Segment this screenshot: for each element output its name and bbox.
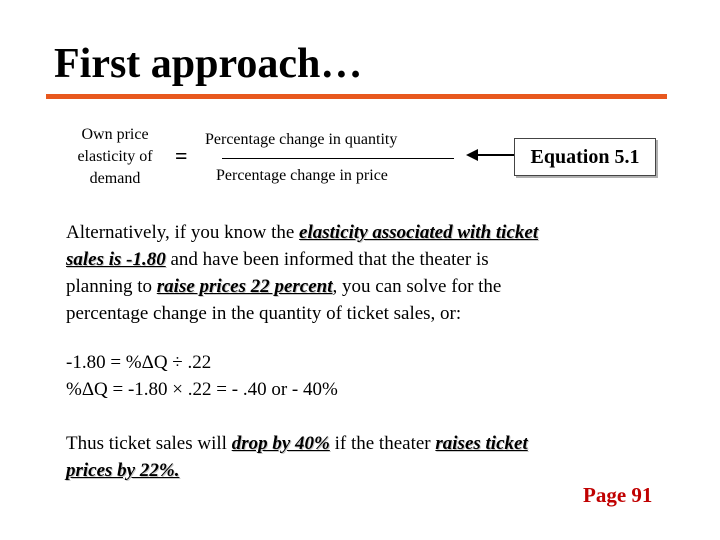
paragraph-line <box>66 457 528 484</box>
emphasis-text: raise prices 22 percent <box>156 276 333 297</box>
left-arrow-icon <box>466 148 514 162</box>
text-run: Thus ticket sales will <box>66 433 232 454</box>
calculation-block <box>66 349 338 403</box>
fraction-bar <box>222 158 454 159</box>
emphasis-text: elasticity associated with ticket <box>299 222 539 243</box>
page-label: Page 91 <box>583 483 653 507</box>
equation-label-box: Equation 5.1 <box>514 138 656 176</box>
paragraph-line <box>66 273 538 300</box>
text-run: if the theater <box>329 433 436 454</box>
paragraph-line <box>66 430 528 457</box>
paragraph-line <box>66 219 538 246</box>
paragraph-alternative <box>66 219 538 327</box>
paragraph-line <box>66 246 538 273</box>
fraction-numerator: Percentage change in quantity <box>205 131 398 148</box>
emphasis-text: drop by 40% <box>231 433 330 454</box>
equals-sign: = <box>175 143 188 168</box>
paragraph-line <box>66 300 538 327</box>
emphasis-text: raises ticket <box>435 433 528 454</box>
text-run: Alternatively, if you know the <box>66 222 300 243</box>
emphasis-text: prices by 22%. <box>66 460 180 481</box>
text-run: planning to <box>66 276 157 297</box>
lhs-line: elasticity of <box>77 148 153 165</box>
title-underline <box>46 94 667 99</box>
text-run: percentage change in the quantity of ticket sales, or: <box>66 303 462 324</box>
emphasis-text: sales is -1.80 <box>66 249 166 270</box>
calc-line-2: %ΔQ = -1.80 × .22 = - .40 or - 40% <box>66 379 338 400</box>
lhs-line: Own price <box>81 126 149 143</box>
calc-line-1: -1.80 = %ΔQ ÷ .22 <box>66 352 212 373</box>
slide-title: First approach… <box>54 41 363 87</box>
paragraph-conclusion <box>66 430 528 484</box>
formula-lhs <box>60 124 170 190</box>
text-run: , you can solve for the <box>332 276 502 297</box>
text-run: and have been informed that the theater is <box>165 249 489 270</box>
lhs-line: demand <box>89 170 141 187</box>
fraction-denominator: Percentage change in price <box>216 167 388 184</box>
